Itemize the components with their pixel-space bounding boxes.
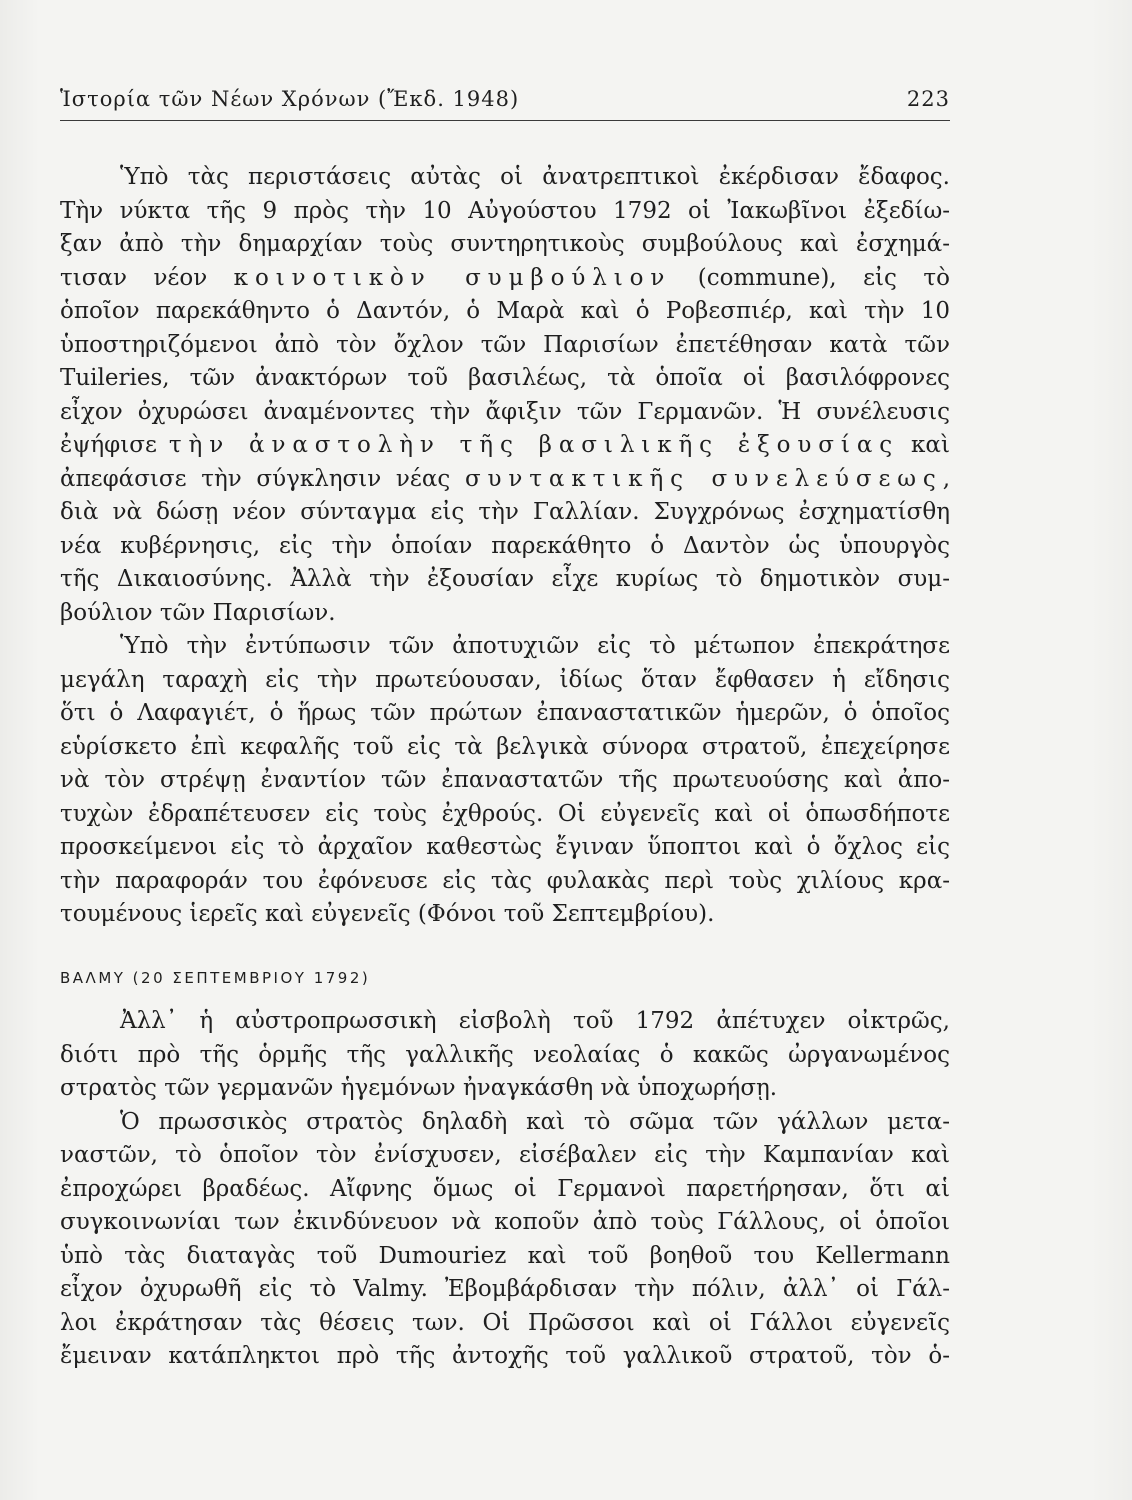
text-line: Ἀλλ᾽ ἡ αὐστροπρωσσικὴ εἰσβολὴ τοῦ 1792 ἀπέτυχεν οἰκτρῶς, — [120, 1008, 950, 1034]
running-head — [60, 84, 950, 114]
section-heading: ΒΑΛΜΥ (20 ΣΕΠΤΕΜΒΡΙΟΥ 1792) — [60, 969, 371, 987]
text-line: εὑρίσκετο ἐπὶ κεφαλῆς τοῦ εἰς τὰ βελγικὰ σύνορα στρατοῦ, ἐπεχείρησε — [60, 733, 950, 760]
text-segment: , — [942, 465, 951, 492]
text-line: Ὑπὸ τὰς περιστάσεις αὐτὰς οἱ ἀνατρεπτικοὶ ἐκέρδισαν ἔδαφος. — [120, 164, 950, 190]
text-line: τῆς Δικαιοσύνης. Ἀλλὰ τὴν ἐξουσίαν εἶχε κυρίως τὸ δημοτικὸν συμ- — [60, 566, 950, 592]
text-line: ἔμειναν κατάπληκτοι πρὸ τῆς ἀντοχῆς τοῦ γαλλικοῦ στρατοῦ, τὸν ὁ- — [60, 1343, 950, 1369]
text-line: τυχὼν ἐδραπέτευσεν εἰς τοὺς ἐχθρούς. Οἱ εὐγενεῖς καὶ οἱ ὁπωσδήποτε — [60, 800, 950, 827]
paragraph-4 — [60, 1106, 950, 1374]
paragraph-1 — [60, 161, 950, 630]
text-line: διὰ νὰ δώσῃ νέον σύνταγμα εἰς τὴν Γαλλίαν. Συγχρόνως ἐσχηματίσθη — [60, 499, 950, 525]
text-line — [60, 463, 950, 497]
text-segment: καὶ — [899, 432, 950, 458]
text-line: λοι ἐκράτησαν τὰς θέσεις των. Οἱ Πρῶσσοι καὶ οἱ Γάλλοι εὐγενεῖς — [60, 1309, 950, 1336]
paragraph-2 — [60, 630, 950, 932]
text-line — [60, 429, 950, 463]
text-segment: (commune), εἰς τὸ — [671, 264, 950, 291]
text-line: εἶχον ὀχυρωθῆ εἰς τὸ Valmy. Ἐβομβάρδισαν τὴν πόλιν, ἀλλ᾽ οἱ Γάλ- — [60, 1276, 950, 1302]
text-line: διότι πρὸ τῆς ὁρμῆς τῆς γαλλικῆς νεολαίας ὁ κακῶς ὠργανωμένος — [60, 1041, 950, 1068]
running-title: Ἱστορία τῶν Νέων Χρόνων (Ἔκδ. 1948) — [60, 87, 520, 111]
text-line: νὰ τὸν στρέψῃ ἐναντίον τῶν ἐπαναστατῶν τῆς πρωτευούσης καὶ ἀπο- — [60, 767, 950, 793]
text-segment: ἐψήφισε — [60, 432, 169, 458]
text-line: Τὴν νύκτα τῆς 9 πρὸς τὴν 10 Αὐγούστου 1792 οἱ Ἰακωβῖνοι ἐξεδίω- — [60, 197, 950, 224]
text-line: ὁποῖον παρεκάθηντο ὁ Δαντόν, ὁ Μαρὰ καὶ ὁ Ροβεσπιέρ, καὶ τὴν 10 — [60, 298, 950, 324]
text-line: νέα κυβέρνησις, εἰς τὴν ὁποίαν παρεκάθητο ὁ Δαντὸν ὡς ὑπουργὸς — [60, 532, 950, 559]
text-line: βούλιον τῶν Παρισίων. — [60, 599, 336, 626]
text-line: ναστῶν, τὸ ὁποῖον τὸν ἐνίσχυσεν, εἰσέβαλεν εἰς τὴν Καμπανίαν καὶ — [60, 1142, 950, 1168]
emphasized-text: τὴν ἀναστολὴν τῆς βασιλικῆς ἐξουσίας — [168, 432, 900, 458]
text-line: ἐπροχώρει βραδέως. Αἴφνης ὅμως οἱ Γερμανοὶ παρετήρησαν, ὅτι αἱ — [60, 1175, 950, 1202]
text-segment: ἀπεφάσισε τὴν σύγκλησιν νέας — [60, 465, 465, 492]
emphasized-text: κοινοτικὸν συμβούλιον — [233, 264, 672, 291]
text-line: Ὁ πρωσσικὸς στρατὸς δηλαδὴ καὶ τὸ σῶμα τῶν γάλλων μετα- — [120, 1108, 950, 1135]
text-line: μεγάλη ταραχὴ εἰς τὴν πρωτεύουσαν, ἰδίως ὅταν ἔφθασεν ἡ εἴδησις — [60, 666, 950, 693]
page-number: 223 — [906, 87, 950, 111]
text-line: εἶχον ὀχυρώσει ἀναμένοντες τὴν ἄφιξιν τῶν Γερμανῶν. Ἡ συνέλευσις — [60, 398, 950, 425]
text-segment: τισαν νέον — [60, 264, 234, 291]
text-line: συγκοινωνίαι των ἐκινδύνευον νὰ κοποῦν ἀπὸ τοὺς Γάλλους, οἱ ὁποῖοι — [60, 1209, 950, 1235]
text-block-valmy — [60, 1005, 950, 1374]
text-block-revolution — [60, 161, 950, 932]
text-line: Tuileries, τῶν ἀνακτόρων τοῦ βασιλέως, τὰ ὁποῖα οἱ βασιλόφρονες — [60, 365, 950, 391]
text-line: ὑπὸ τὰς διαταγὰς τοῦ Dumouriez καὶ τοῦ βοηθοῦ του Kellermann — [60, 1242, 950, 1269]
text-line: ξαν ἀπὸ τὴν δημαρχίαν τοὺς συντηρητικοὺς συμβούλους καὶ ἐσχημά- — [60, 231, 950, 257]
paragraph-3 — [60, 1005, 950, 1106]
text-line: προσκείμενοι εἰς τὸ ἀρχαῖον καθεστὼς ἔγιναν ὕποπτοι καὶ ὁ ὄχλος εἰς — [60, 834, 950, 860]
text-line: ὑποστηριζόμενοι ἀπὸ τὸν ὄχλον τῶν Παρισίων ἐπετέθησαν κατὰ τῶν — [60, 331, 950, 358]
text-line: στρατὸς τῶν γερμανῶν ἡγεμόνων ἠναγκάσθη νὰ ὑποχωρήσῃ. — [60, 1075, 778, 1101]
text-line — [60, 262, 950, 296]
text-line: τὴν παραφοράν του ἐφόνευσε εἰς τὰς φυλακὰς περὶ τοὺς χιλίους κρα- — [60, 867, 950, 894]
text-line: τουμένους ἱερεῖς καὶ εὐγενεῖς (Φόνοι τοῦ Σεπτεμβρίου). — [60, 901, 715, 927]
header-rule — [60, 120, 950, 121]
text-line: ὅτι ὁ Λαφαγιέτ, ὁ ἥρως τῶν πρώτων ἐπαναστατικῶν ἡμερῶν, ὁ ὁποῖος — [60, 700, 950, 726]
text-line: Ὑπὸ τὴν ἐντύπωσιν τῶν ἀποτυχιῶν εἰς τὸ μέτωπον ἐπεκράτησε — [120, 633, 950, 659]
emphasized-text: συντακτικῆς συνελεύσεως — [464, 465, 943, 492]
